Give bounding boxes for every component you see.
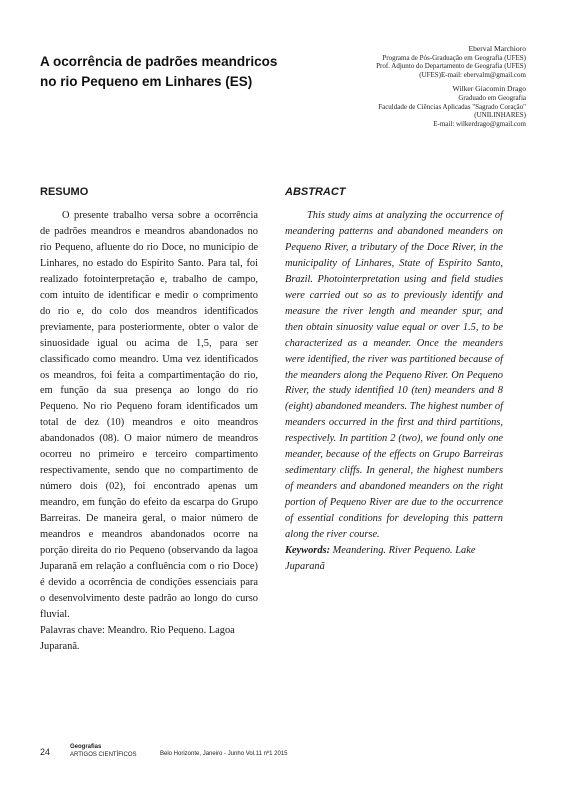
author-affiliations — [266, 45, 526, 128]
author-2 — [266, 85, 526, 128]
affiliation-line: Programa de Pós-Graduação em Geografia (UFES) — [382, 53, 526, 62]
abstract-column — [285, 186, 503, 575]
page-footer — [40, 742, 520, 762]
abstract-keywords — [285, 543, 503, 575]
author-name: Wilker Giacomin Drago — [452, 84, 526, 94]
author-name: Eberval Marchioro — [468, 44, 526, 53]
keywords-text: Meandering. River Pequeno. Lake Juparanã — [285, 545, 476, 572]
author-1 — [266, 45, 526, 79]
affiliation-line: Faculdade de Ciências Aplicadas "Sagrado Coração" — [378, 102, 526, 111]
author-email: E-mail: wilkerdrago@gmail.com — [433, 119, 526, 128]
abstract-text: This study aims at analyzing the occurrence of meandering patterns and abandoned meanders on Pequeno River, a tributary of the Doce River, in the municipality of Linhares, State of Espírito Santo, Brazil. Photointerpretation using and field studies were carried out so as to previously identify and measure the river length and meander spur, and then obtain sinuosity value equal or over 1.5, to be characterized as a meander. Once the meanders were identified, the river was partitioned because of the meanders along the Pequeno River. On Pequeno River, the study identified 10 (ten) meanders and 8 (eight) abandoned meanders. The highest number of meanders occurred in the first and third partitions, respectively. In partition 2 (two), we found only one meander, because of the effects on Grupo Barreiras sedimentary cliffs. In general, the highest numbers of meanders and abandoned meanders on the right portion of Pequeno River are due to the occurrence of essential conditions for developing this pattern along the river course. — [285, 210, 503, 541]
affiliation-line: (UNILINHARES) — [474, 111, 526, 120]
journal-section: ARTIGOS CIENTÍFICOS — [70, 751, 137, 758]
journal-edition: Belo Horizonte, Janeiro - Junho Vol.11 nº1 2015 — [160, 751, 288, 757]
abstract-heading: ABSTRACT — [285, 186, 346, 198]
journal-name: Geografias — [70, 744, 102, 750]
keywords-label: Keywords: — [285, 545, 331, 557]
article-title: A ocorrência de padrões meandricos no rio Pequeno em Linhares (ES) — [40, 54, 278, 89]
resumo-keywords: Palavras chave: Meandro. Rio Pequeno. Lagoa Juparanã. — [40, 624, 235, 652]
journal-info — [70, 744, 137, 759]
resumo-column — [40, 186, 258, 655]
author-email: (UFES)E-mail: ebervalm@gmail.com — [419, 70, 526, 79]
affiliation-line: Graduado em Geografia — [458, 93, 526, 102]
resumo-text: O presente trabalho versa sobre a ocorrência de padrões meandros e meandros abandonados no rio Pequeno, afluente do rio Doce, no município de Linhares, no estado do Espírito Santo. Para tal, foi realizado fotointerpretação e, trabalho de campo, com intuito de identificar e medir o comprimento do rio e, do colo dos meandros identificados previamente, para posteriormente, obter o valor de sinuosidade igual ou acima de 1,5, para ser classificado como meandro. Uma vez identificados os meandros, foi feita a compartimentação do rio, em função da sua presença ao longo do rio Pequeno. No rio Pequeno foram identificados um total de dez (10) meandros e oito meandros abandonados (08). O maior número de meandros ocorreu no primeiro e terceiro compartimento respectivamente, sendo que no compartimento de número dois (02), foi encontrado apenas um meandro, em função do efeito da escarpa do Grupo Barreiras. De maneira geral, o maior número de meandros e meandros abandonados ocorre na porção direita do rio Pequeno (observando da lagoa Juparanã em relação a confluência com o rio Doce) é devido a ocorrência de condições essenciais para o desenvolvimento deste padrão ao longo do curso fluvial. — [40, 210, 258, 620]
resumo-heading: RESUMO — [40, 186, 89, 198]
page-number: 24 — [40, 747, 51, 757]
affiliation-line: Prof. Adjunto do Departamento de Geografia (UFES) — [376, 62, 526, 71]
